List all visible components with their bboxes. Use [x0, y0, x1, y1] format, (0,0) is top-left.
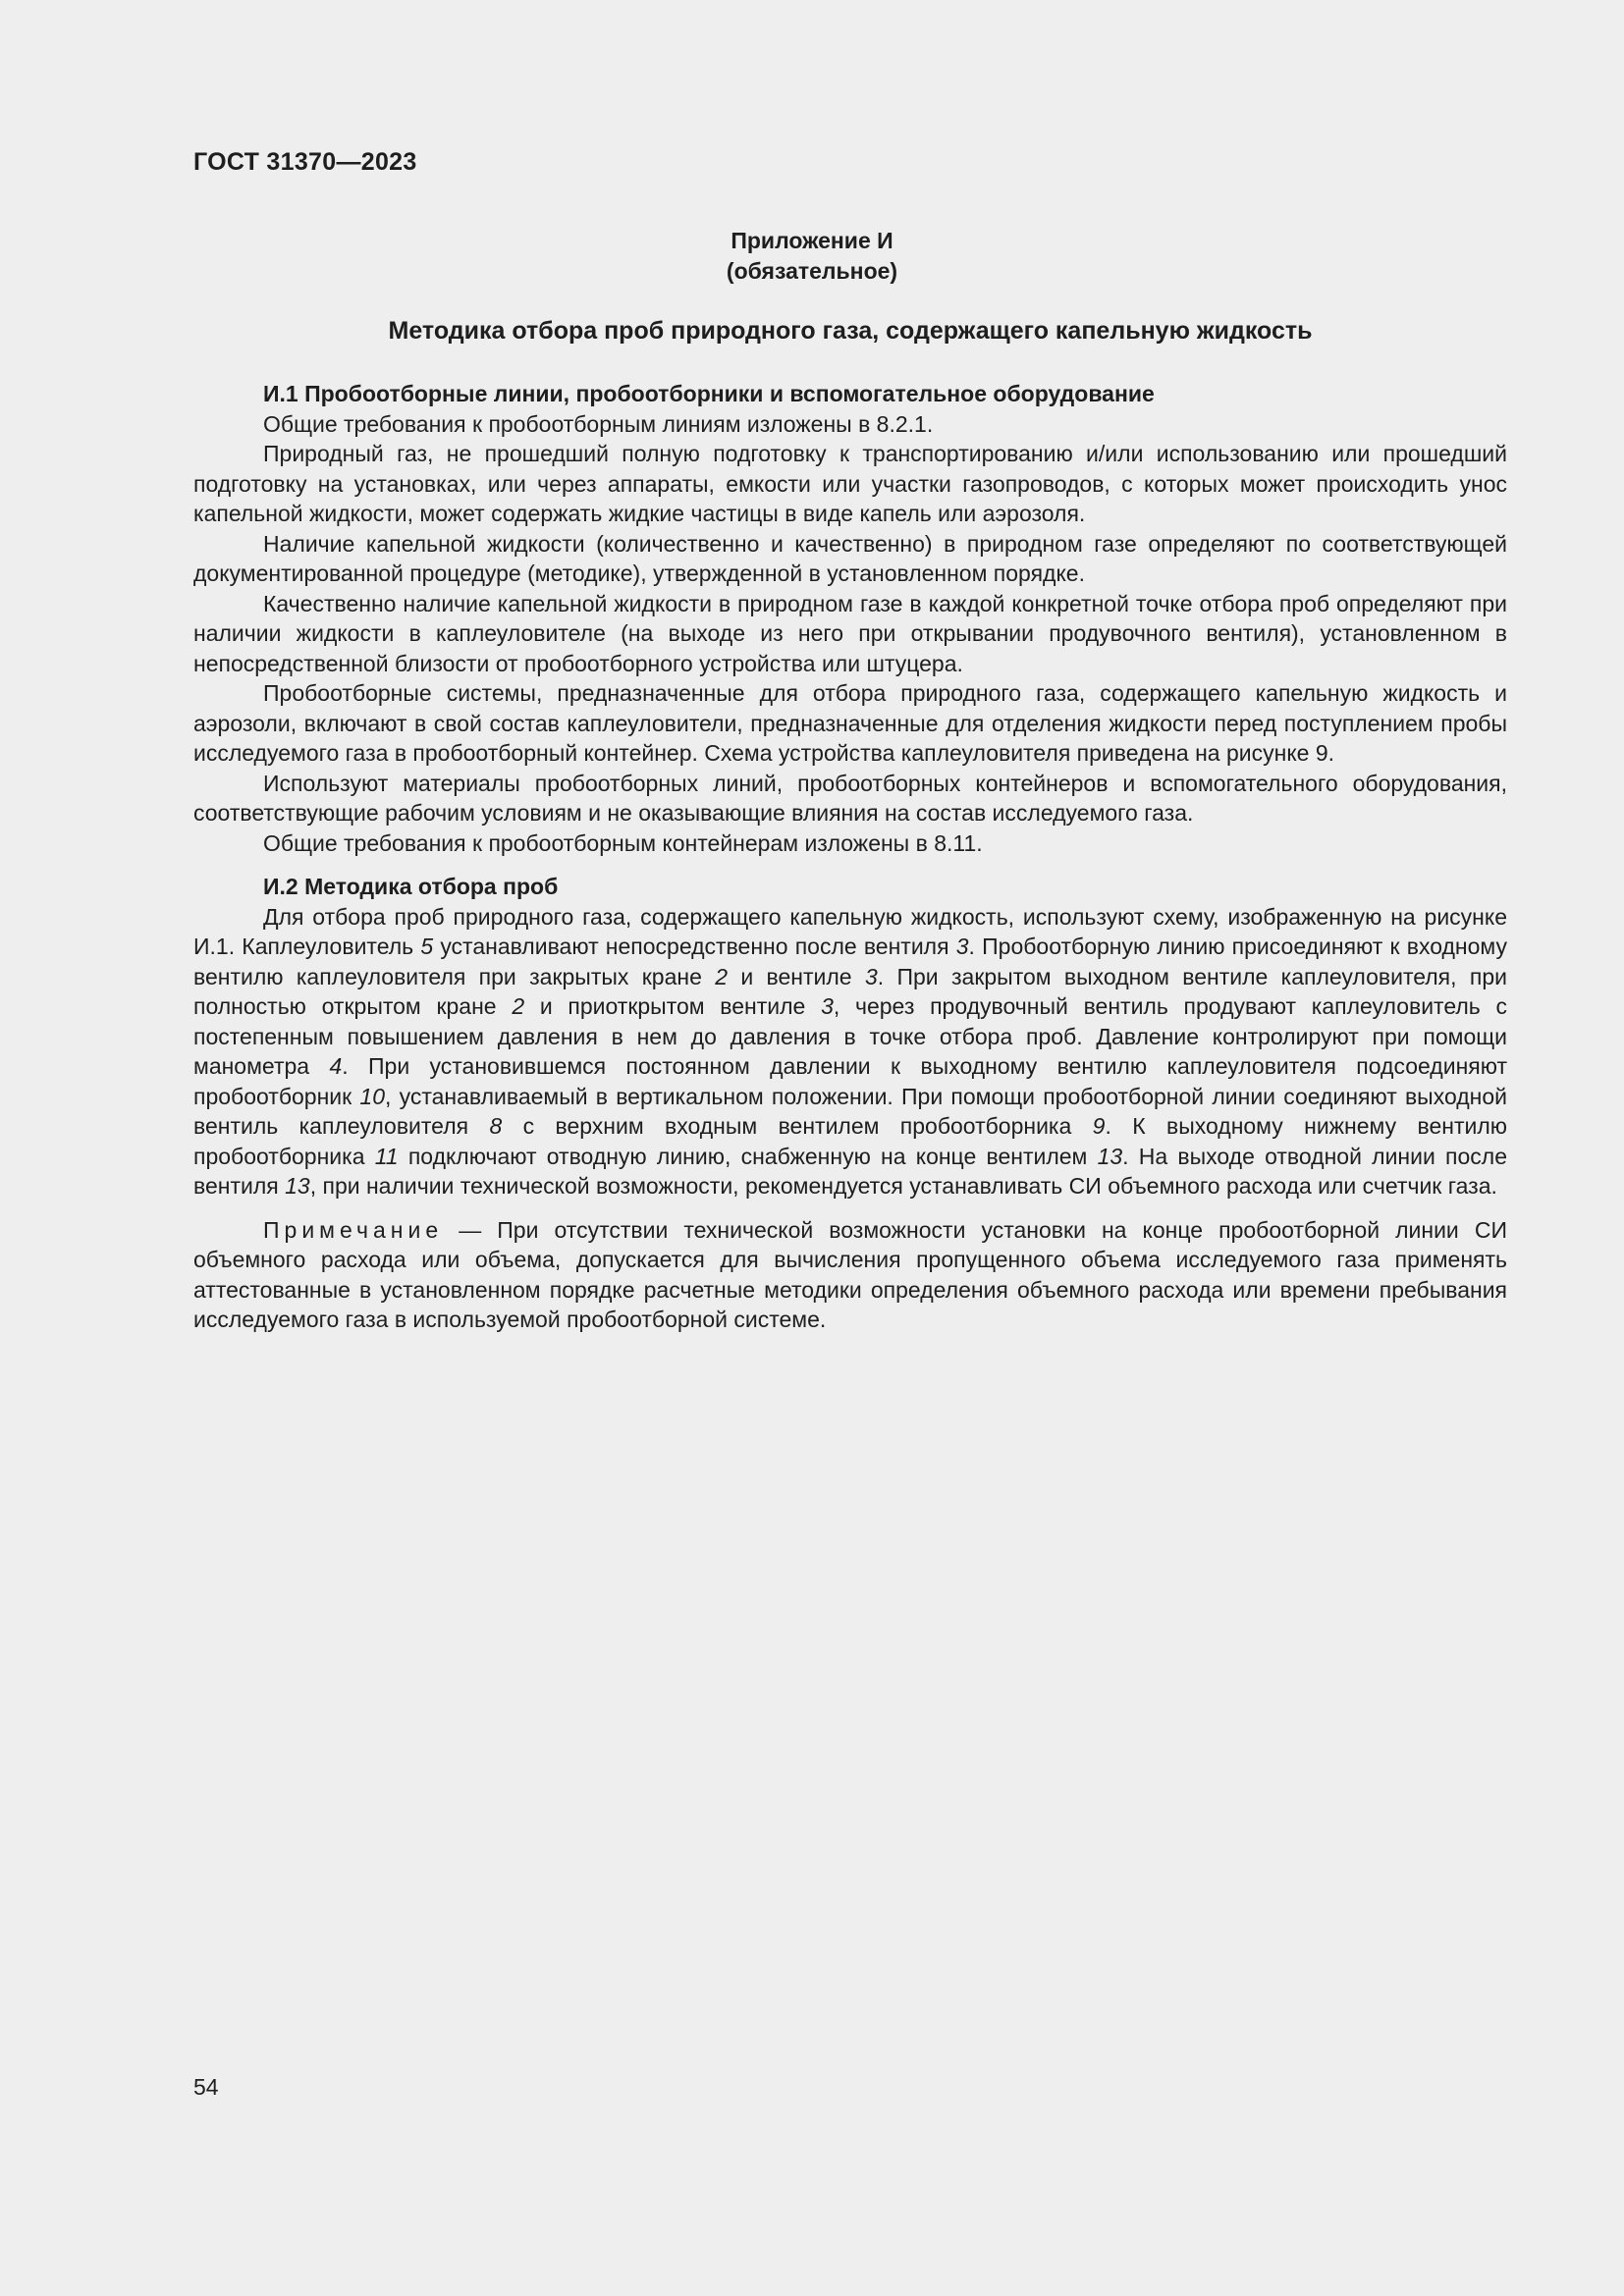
text-segment: и вентиле	[728, 963, 865, 989]
text-segment: , устанавливаемый в вертикальном положении. При помощи пробоотборной линии соединяют выходной вентиль каплеуловителя	[193, 1083, 1507, 1139]
text-segment: и приоткрытом вентиле	[524, 993, 822, 1019]
text-segment: . Пробоотборную линию присоединяют к входному вентилю каплеуловителя при закрытых кране	[193, 934, 1507, 989]
section-1-paragraph-4: Качественно наличие капельной жидкости в природном газе в каждой конкретной точке отбора проб определяют при наличии жидкости в каплеуловителе (на выходе из него при открывании продувочного вентиля), установленном в непосредственной близости от пробоотборного устройства или штуцера.	[193, 590, 1507, 676]
ref-number: 3	[821, 993, 834, 1019]
note-text: — При отсутствии технической возможности установки на конце пробоотборной линии СИ объемного расхода или объема, допускается для вычисления пропущенного объема исследуемого газа применять аттестованные в установленном порядке расчетные методики определения объемного расхода или времени пребывания исследуемого газа в используемой пробоотборной системе.	[193, 1216, 1507, 1332]
document-code: ГОСТ 31370—2023	[193, 148, 417, 176]
annex-heading-block	[0, 226, 1624, 287]
note-label: Примечание	[263, 1216, 444, 1243]
section-1-heading: И.1 Пробоотборные линии, пробоотборники и вспомогательное оборудование	[263, 381, 1155, 406]
ref-number: 10	[359, 1083, 385, 1109]
section-1-paragraph-6: Используют материалы пробоотборных линий, пробоотборных контейнеров и вспомогательного оборудования, соответствующие рабочим условиям и не оказывающие влияния на состав исследуемого газа.	[193, 770, 1507, 826]
text-segment: с верхним входным вентилем пробоотборника	[502, 1113, 1093, 1139]
ref-number: 13	[285, 1173, 310, 1199]
ref-number: 8	[489, 1113, 503, 1139]
document-body	[193, 379, 1507, 1335]
ref-number: 3	[864, 963, 878, 989]
text-segment: устанавливают непосредственно после вентиля	[433, 934, 956, 959]
ref-number: 13	[1097, 1143, 1123, 1169]
ref-number: 2	[512, 993, 525, 1019]
annex-heading: Приложение И	[731, 228, 893, 253]
text-segment: , при наличии технической возможности, рекомендуется устанавливать СИ объемного расхода или счетчик газа.	[309, 1173, 1497, 1199]
annex-status: (обязательное)	[726, 258, 898, 284]
ref-number: 9	[1092, 1113, 1106, 1139]
section-2-paragraph	[193, 902, 1507, 1201]
page-number: 54	[193, 2074, 219, 2100]
text-segment: . При закрытом выходном вентиле каплеуловителя, при полностью открытом кране	[193, 963, 1507, 1019]
text-segment: подключают отводную линию, снабженную на конце вентилем	[398, 1143, 1098, 1169]
text-segment: . К выходному нижнему вентилю пробоотборника	[193, 1113, 1507, 1169]
section-1-paragraph-3: Наличие капельной жидкости (количественно и качественно) в природном газе определяют по соответствующей документированной процедуре (методике), утвержденной в установленном порядке.	[193, 530, 1507, 586]
section-2-heading: И.2 Методика отбора проб	[263, 874, 559, 899]
ref-number: 11	[374, 1143, 399, 1169]
section-1-paragraph-1: Общие требования к пробоотборным линиям изложены в 8.2.1.	[263, 410, 934, 437]
text-segment: . На выходе отводной линии после вентиля	[193, 1143, 1507, 1199]
text-segment: , через продувочный вентиль продувают каплеуловитель с постепенным повышением давления в нем до давления в точке отбора проб. Давление контролируют при помощи манометра	[193, 993, 1507, 1079]
section-1-paragraph-2: Природный газ, не прошедший полную подготовку к транспортированию и/или использованию или прошедший подготовку на установках, или через аппараты, емкости или участки газопроводов, с которых может происходить унос капельной жидкости, может содержать жидкие частицы в виде капель или аэрозоля.	[193, 441, 1507, 526]
section-1-paragraph-5: Пробоотборные системы, предназначенные для отбора природного газа, содержащего капельную жидкость и аэрозоли, включают в свой состав каплеуловители, предназначенные для отделения жидкости перед поступлением пробы исследуемого газа в пробоотборный контейнер. Схема устройства каплеуловителя приведена на рисунке 9.	[193, 680, 1507, 766]
section-1-paragraph-7: Общие требования к пробоотборным контейнерам изложены в 8.11.	[263, 829, 983, 856]
ref-number: 4	[329, 1053, 343, 1079]
ref-number: 2	[715, 963, 729, 989]
text-segment: . При установившемся постоянном давлении к выходному вентилю каплеуловителя подсоединяют пробоотборник	[193, 1053, 1508, 1109]
text-segment: Для отбора проб природного газа, содержащего капельную жидкость, используют схему, изображенную на рисунке И.1. Каплеуловитель	[193, 903, 1507, 959]
ref-number: 5	[420, 934, 434, 959]
annex-title: Методика отбора проб природного газа, содержащего капельную жидкость	[388, 317, 1313, 345]
ref-number: 3	[955, 934, 969, 959]
note	[193, 1215, 1507, 1335]
